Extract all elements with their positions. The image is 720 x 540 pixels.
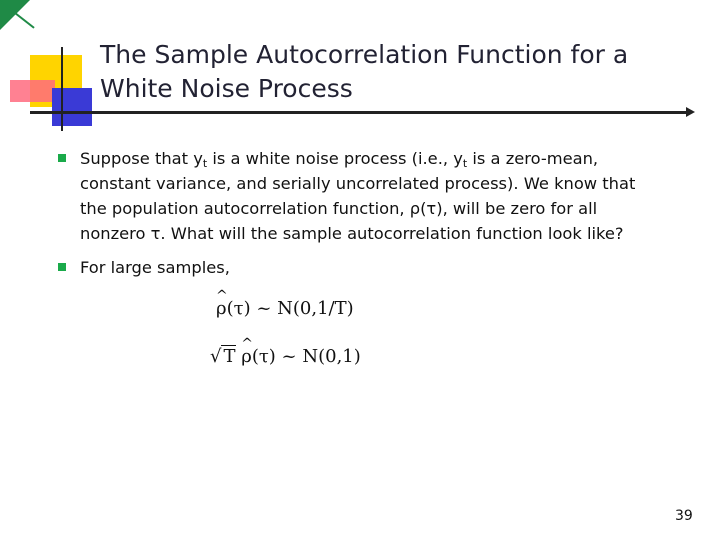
sqrt-icon: √ bbox=[210, 346, 222, 367]
bullet-marker-1 bbox=[58, 154, 66, 162]
rho-hat: ^ ρ bbox=[241, 346, 252, 367]
logo-blue-square bbox=[52, 88, 92, 126]
bullet-marker-2 bbox=[58, 263, 66, 271]
text-run: Suppose that y bbox=[80, 149, 203, 168]
title-underline-arrow-icon bbox=[686, 107, 695, 117]
title-underline bbox=[30, 111, 690, 114]
subscript: t bbox=[462, 157, 468, 170]
bullet-text-1 bbox=[80, 146, 690, 246]
title-line-2: White Noise Process bbox=[100, 74, 353, 103]
logo-vertical-line bbox=[61, 47, 63, 131]
sqrt-radicand: T bbox=[223, 346, 236, 367]
subscript: t bbox=[202, 157, 208, 170]
title-line-1: The Sample Autocorrelation Function for a bbox=[100, 40, 629, 69]
text-run: is a zero-mean, bbox=[467, 149, 599, 168]
formula-2 bbox=[210, 345, 361, 367]
formula-2-rest: (τ) ~ N(0,1) bbox=[251, 346, 361, 367]
formula-1 bbox=[216, 298, 354, 319]
logo-red-square bbox=[10, 80, 55, 102]
bullet-1-line-2: constant variance, and serially uncorrelated process). We know that bbox=[80, 174, 636, 193]
bullet-text-2: For large samples, bbox=[80, 258, 230, 277]
slide-title bbox=[100, 38, 680, 106]
bullet-1-line-1 bbox=[80, 146, 690, 171]
bullet-1-line-3: the population autocorrelation function, ρ(τ), will be zero for all bbox=[80, 199, 598, 218]
bullet-1-line-4: nonzero τ. What will the sample autocorrelation function look like? bbox=[80, 224, 624, 243]
text-run: is a white noise process (i.e., y bbox=[207, 149, 463, 168]
rho-hat: ^ ρ bbox=[216, 298, 227, 319]
formula-1-rest: (τ) ~ N(0,1/T) bbox=[226, 298, 354, 319]
page-number: 39 bbox=[675, 508, 693, 524]
